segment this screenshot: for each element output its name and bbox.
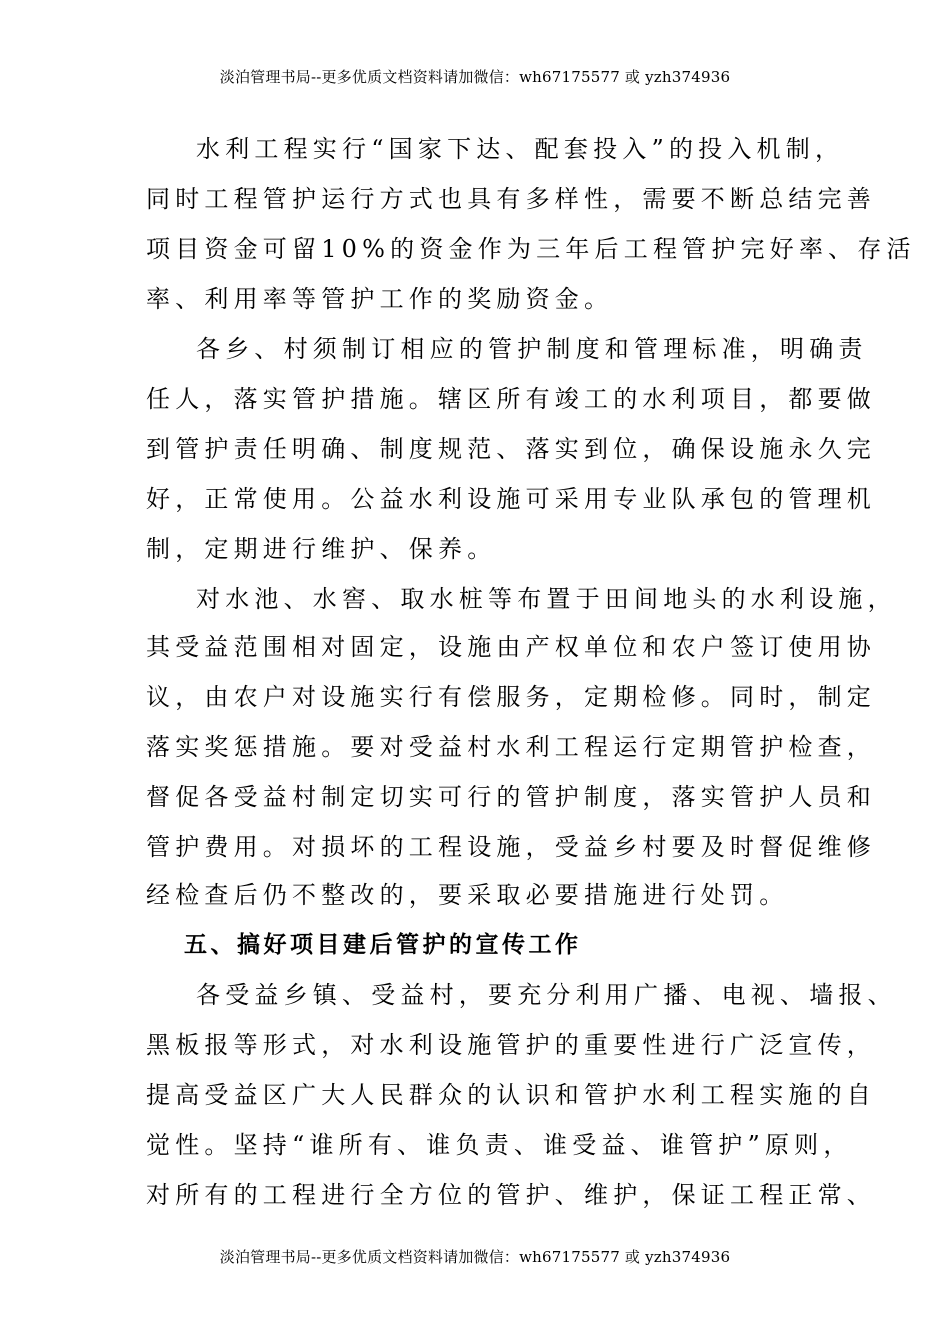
paragraph-line: 任人，落实管护措施。辖区所有竣工的水利项目，都要做 bbox=[146, 385, 876, 413]
paragraph-line: 率、利用率等管护工作的奖励资金。 bbox=[146, 285, 614, 313]
paragraph-line: 各受益乡镇、受益村，要充分利用广播、电视、墙报、 bbox=[196, 981, 897, 1009]
paragraph-line: 落实奖惩措施。要对受益村水利工程运行定期管护检查， bbox=[146, 733, 876, 761]
paragraph-line: 对水池、水窖、取水桩等布置于田间地头的水利设施， bbox=[196, 585, 897, 613]
paragraph-line: 经检查后仍不整改的，要采取必要措施进行处罚。 bbox=[146, 881, 789, 909]
paragraph-line: 到管护责任明确、制度规范、落实到位，确保设施永久完 bbox=[146, 435, 876, 463]
paragraph-line: 议，由农户对设施实行有偿服务，定期检修。同时，制定 bbox=[146, 683, 876, 711]
paragraph-line: 督促各受益村制定切实可行的管护制度，落实管护人员和 bbox=[146, 783, 876, 811]
paragraph-line: 黑板报等形式，对水利设施管护的重要性进行广泛宣传， bbox=[146, 1031, 876, 1059]
section-heading: 五、搞好项目建后管护的宣传工作 bbox=[184, 932, 582, 958]
paragraph-line: 其受益范围相对固定，设施由产权单位和农户签订使用协 bbox=[146, 633, 876, 661]
paragraph-line: 觉性。坚持“谁所有、谁负责、谁受益、谁管护”原则， bbox=[146, 1131, 853, 1159]
paragraph-line: 同时工程管护运行方式也具有多样性，需要不断总结完善 bbox=[146, 185, 876, 213]
paragraph-line: 制，定期进行维护、保养。 bbox=[146, 535, 497, 563]
paragraph-line: 水利工程实行“国家下达、配套投入”的投入机制， bbox=[196, 135, 845, 163]
paragraph-line: 好，正常使用。公益水利设施可采用专业队承包的管理机 bbox=[146, 485, 876, 513]
page-header: 淡泊管理书局--更多优质文档资料请加微信：wh67175577 或 yzh374936 bbox=[219, 68, 731, 86]
paragraph-line: 项目资金可留10%的资金作为三年后工程管护完好率、存活 bbox=[146, 235, 916, 263]
paragraph-line: 各乡、村须制订相应的管护制度和管理标准，明确责 bbox=[196, 335, 868, 363]
page-footer: 淡泊管理书局--更多优质文档资料请加微信：wh67175577 或 yzh374936 bbox=[219, 1248, 731, 1266]
paragraph-line: 提高受益区广大人民群众的认识和管护水利工程实施的自 bbox=[146, 1081, 876, 1109]
paragraph-line: 管护费用。对损坏的工程设施，受益乡村要及时督促维修 bbox=[146, 833, 876, 861]
paragraph-line: 对所有的工程进行全方位的管护、维护，保证工程正常、 bbox=[146, 1181, 876, 1209]
